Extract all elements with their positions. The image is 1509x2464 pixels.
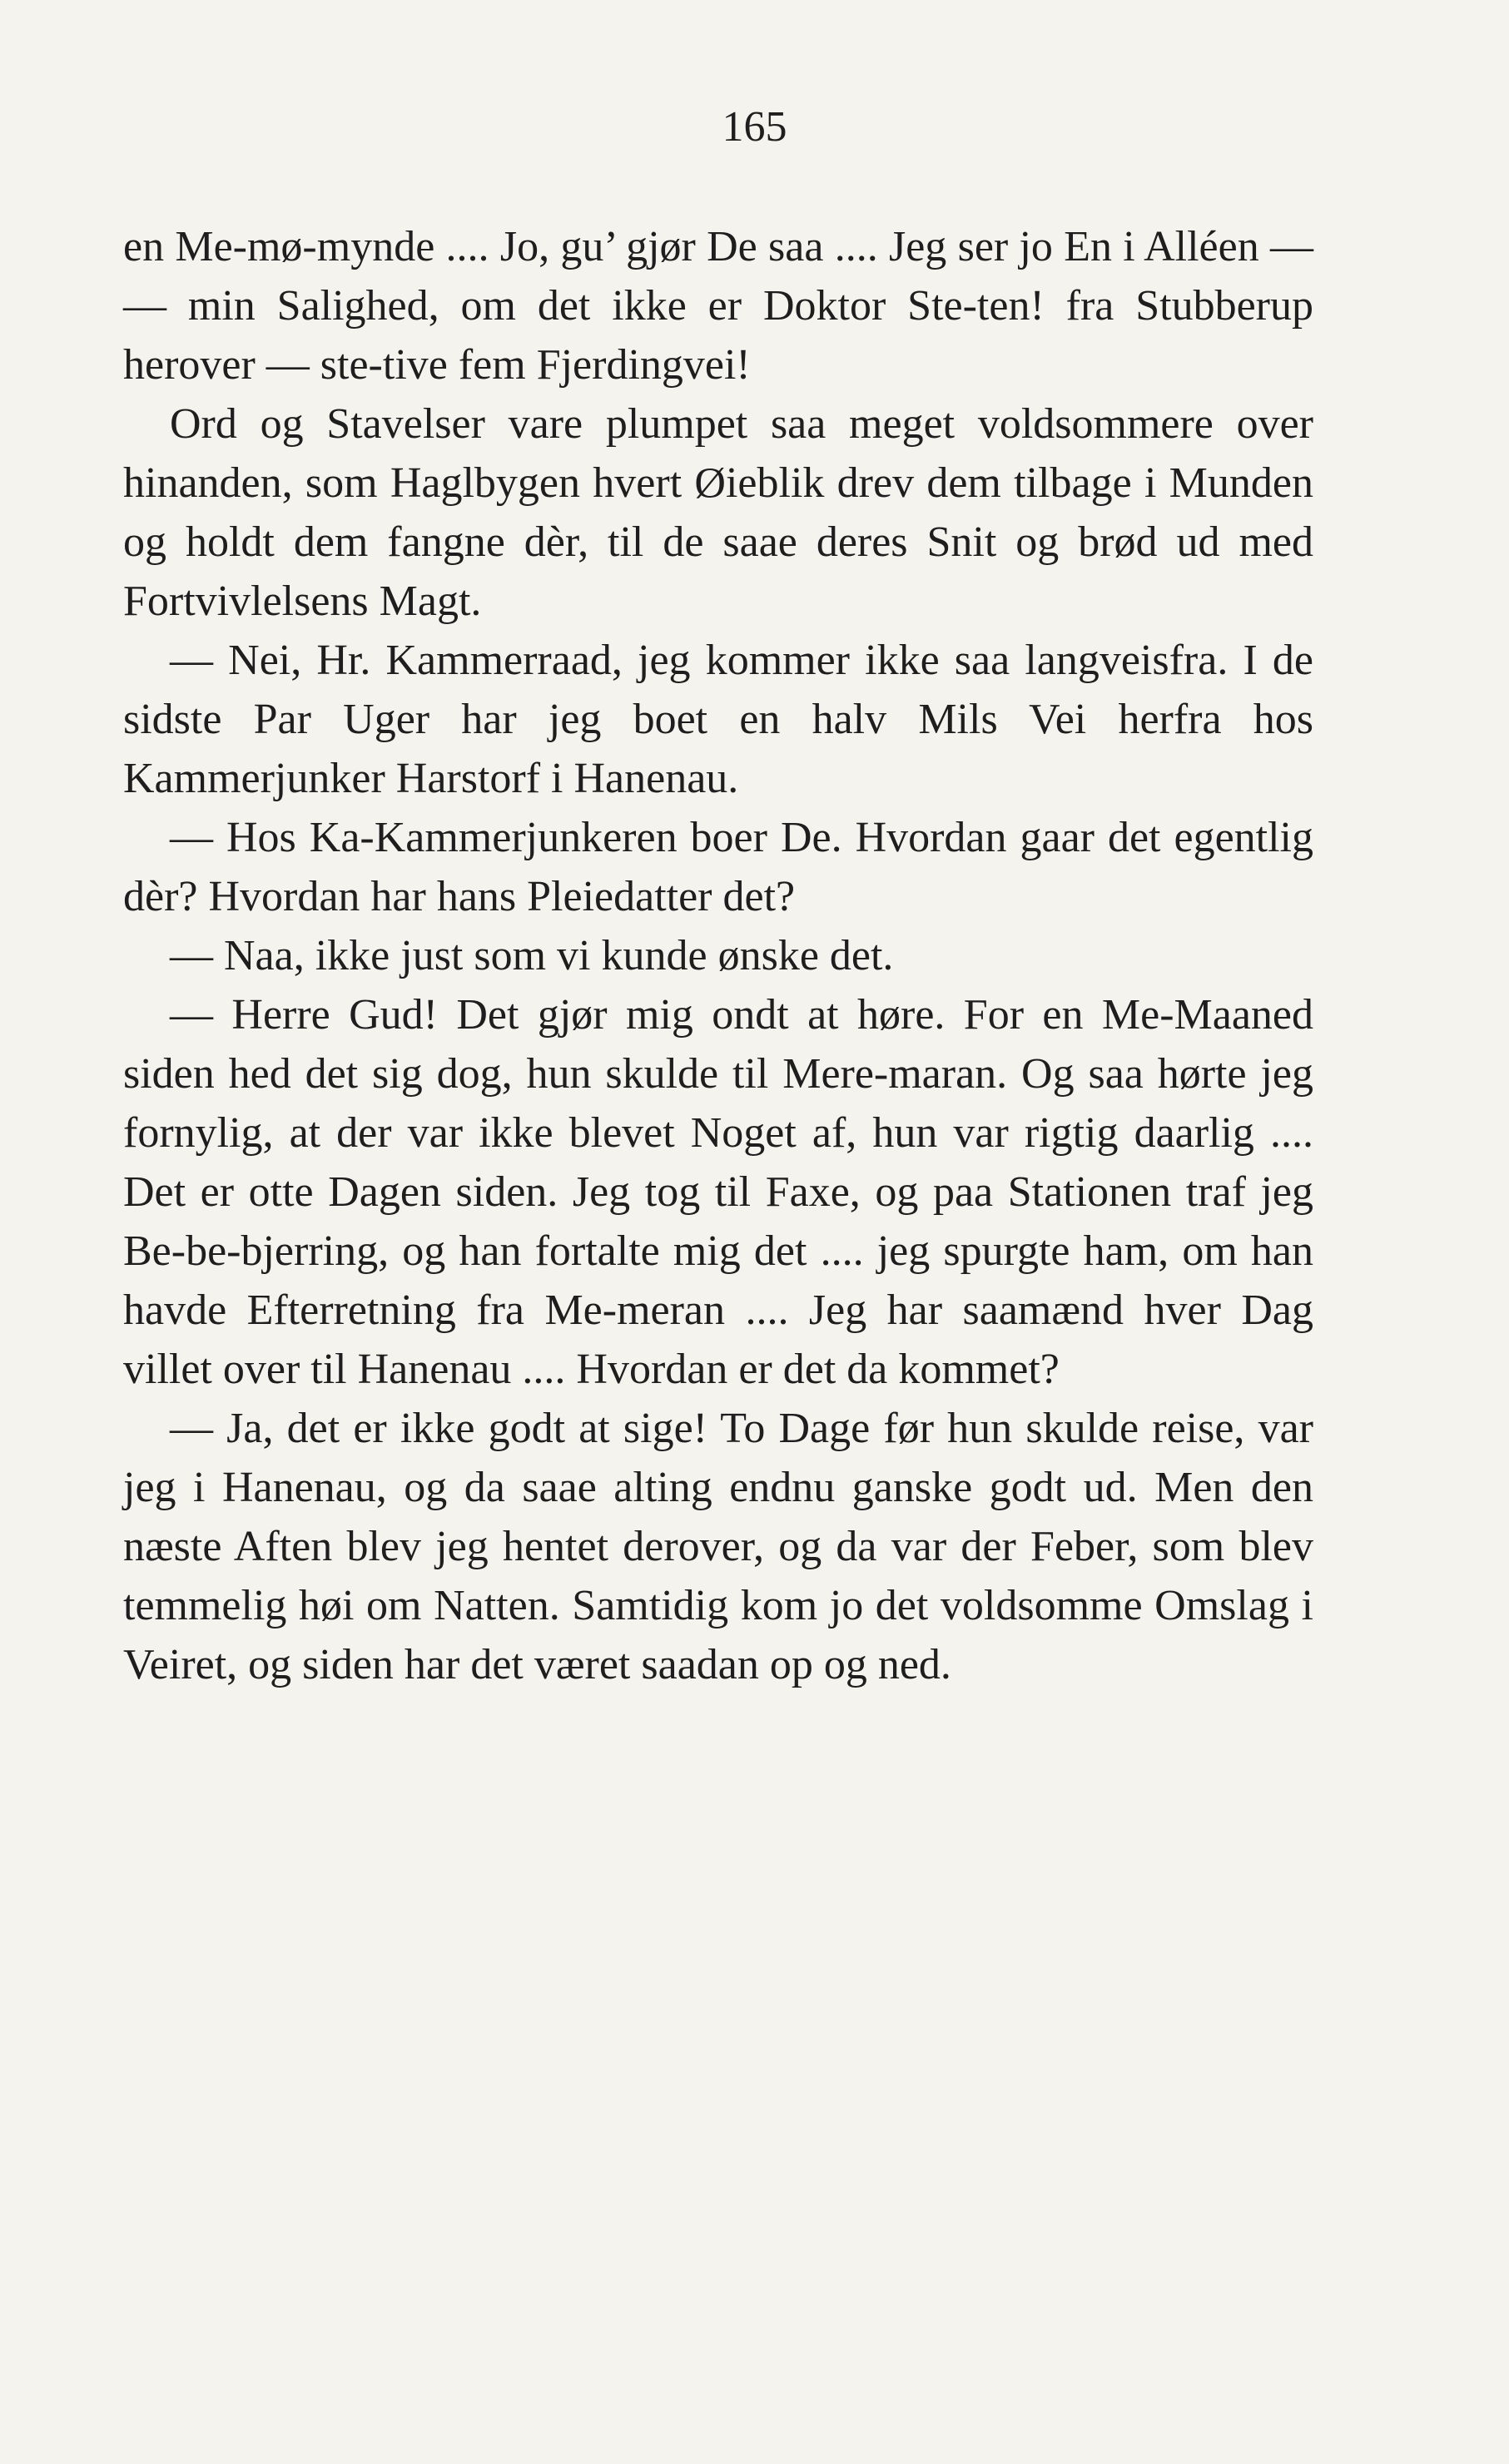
body-text — [123, 217, 1313, 1694]
page-number: 165 — [722, 103, 787, 151]
paragraph: — Ja, det er ikke godt at sige! To Dage før hun skulde reise, var jeg i Hanenau, og da saae alting endnu ganske godt ud. Men den næste Aften blev jeg hentet derover, og da var der Feber, som blev temmelig høi om Natten. Samtidig kom jo det voldsomme Omslag i Veiret, og siden har det været saadan op og ned. — [123, 1405, 1313, 1688]
paragraph: Ord og Stavelser vare plumpet saa meget voldsommere over hinanden, som Haglbygen hvert Øieblik drev dem tilbage i Munden og holdt dem fangne dèr, til de saae deres Snit og brød ud med Fortvivlelsens Magt. — [123, 400, 1313, 625]
paragraph: en Me-mø-mynde .... Jo, gu’ gjør De saa .... Jeg ser jo En i Alléen — — min Salighed, om det ikke er Doktor Ste-ten! fra Stubberup herover — ste-tive fem Fjerdingvei! — [123, 223, 1313, 389]
paragraph: — Naa, ikke just som vi kunde ønske det. — [170, 932, 894, 979]
paragraph: — Nei, Hr. Kammerraad, jeg kommer ikke saa langveisfra. I de sidste Par Uger har jeg boet en halv Mils Vei herfra hos Kammerjunker Harstorf i Hanenau. — [123, 637, 1313, 802]
paragraph: — Herre Gud! Det gjør mig ondt at høre. For en Me-Maaned siden hed det sig dog, hun skulde til Mere-maran. Og saa hørte jeg fornylig, at der var ikke blevet Noget af, hun var rigtig daarlig .... Det er otte Dagen siden. Jeg tog til Faxe, og paa Stationen traf jeg Be-be-bjerring, og han fortalte mig det .... jeg spurgte ham, om han havde Efterretning fra Me-meran .... Jeg har saamænd hver Dag villet over til Hanenau .... Hvordan er det da kommet? — [123, 991, 1313, 1393]
paragraph: — Hos Ka-Kammerjunkeren boer De. Hvordan gaar det egentlig dèr? Hvordan har hans Pleiedatter det? — [123, 814, 1313, 920]
